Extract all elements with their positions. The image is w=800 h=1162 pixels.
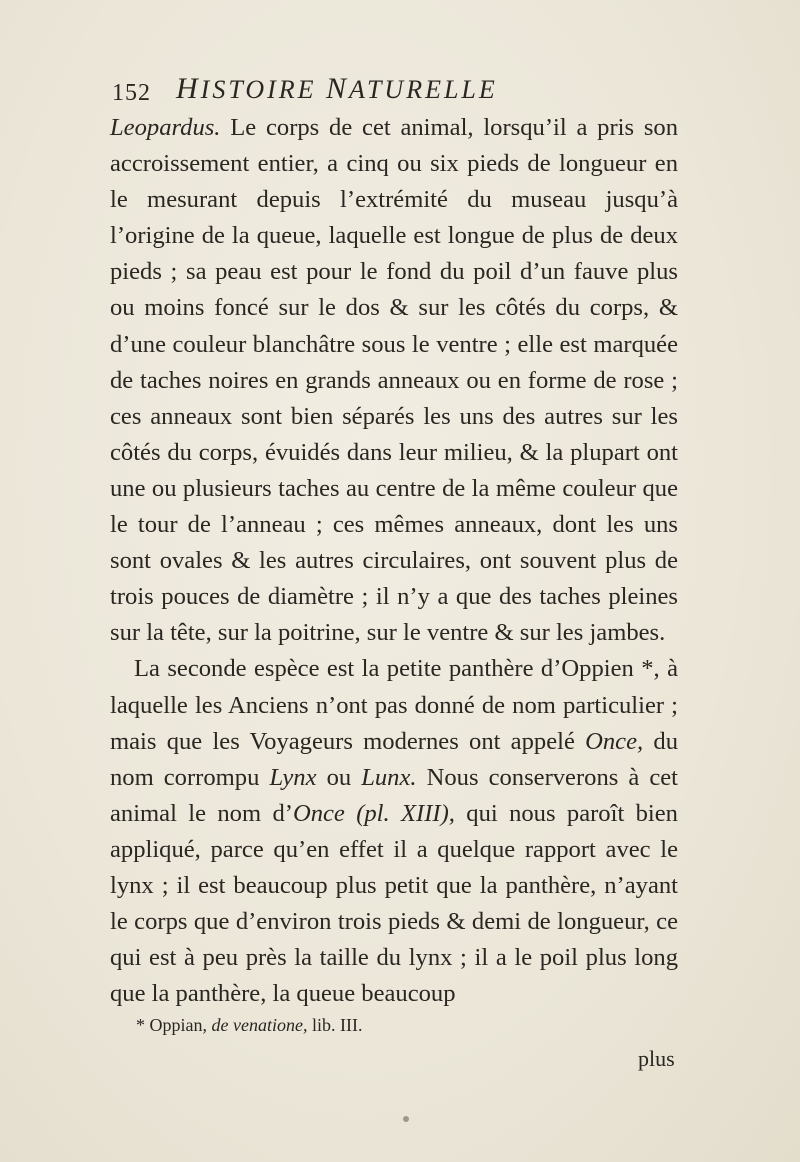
page-header — [112, 72, 672, 112]
footnote-rest: lib. III. — [307, 1015, 363, 1035]
p2-part-e: qui nous paroît bien appliqué, parce qu’en effet il a quelque rapport avec le lynx ; il est beaucoup plus petit que la panthère, n’ayant le corps que d’environ trois pieds & demi de longueur, ce qui est à peu près la taille du lynx ; il a le poil plus long que la panthère, la queue beaucoup — [110, 799, 678, 1008]
paragraph-once — [110, 651, 678, 1012]
page-number: 152 — [112, 80, 151, 106]
p2-part-a: La seconde espèce est la petite panthère d’Oppien *, à laquelle les Anciens n’ont pas donné de nom particulier ; mais que les Voyageurs modernes ont appelé — [110, 655, 678, 755]
title-initial-n: N — [326, 72, 350, 105]
footnote — [136, 1015, 362, 1036]
side-heading: Leopardus. — [110, 114, 221, 141]
paragraph-leopardus — [110, 110, 678, 651]
title-part-2: ATURELLE — [349, 75, 498, 104]
p2-part-c: ou — [316, 763, 362, 791]
paragraph-1-text: Le corps de cet animal, lorsqu’il a pris son accroissement entier, a cinq ou six pieds de longueur en le mesurant depuis l’extrémité du museau jusqu’à l’origine de la queue, laquelle est longue de plus de deux pieds ; sa peau est pour le fond du poil d’un fauve plus ou moins foncé sur le dos & sur les côtés du corps, & d’une couleur blanchâtre sous le ventre ; elle est marquée de taches noires en grands anneaux ou en forme de rose ; ces anneaux sont bien séparés les uns des autres sur les côtés du corps, évuidés dans leur milieu, & la plupart ont une ou plusieurs taches au centre de la même couleur que le tour de l’anneau ; ces mêmes anneaux, dont les uns sont ovales & les autres circulaires, ont souvent plus de trois pouces de diamètre ; il n’y a que des taches pleines sur la tête, sur la poitrine, sur le ventre & sur les jambes. — [110, 114, 678, 647]
p2-part-d: Nous conserverons à cet animal le nom d’ — [110, 763, 678, 827]
ink-spot — [403, 1116, 409, 1122]
p2-once: Once, — [585, 727, 644, 755]
footnote-marker: * Oppian, — [136, 1015, 212, 1035]
running-title — [176, 72, 498, 106]
body-text — [110, 110, 678, 1012]
p2-lunx: Lunx. — [361, 763, 417, 791]
p2-lynx: Lynx — [269, 763, 317, 791]
footnote-title: de venatione, — [211, 1015, 308, 1035]
p2-once-plate: Once (pl. XIII), — [292, 799, 455, 827]
title-part-1: ISTOIRE — [200, 75, 327, 104]
catchword: plus — [638, 1046, 675, 1071]
p2-part-b: du nom corrompu — [110, 727, 678, 791]
title-initial-h: H — [176, 72, 201, 105]
